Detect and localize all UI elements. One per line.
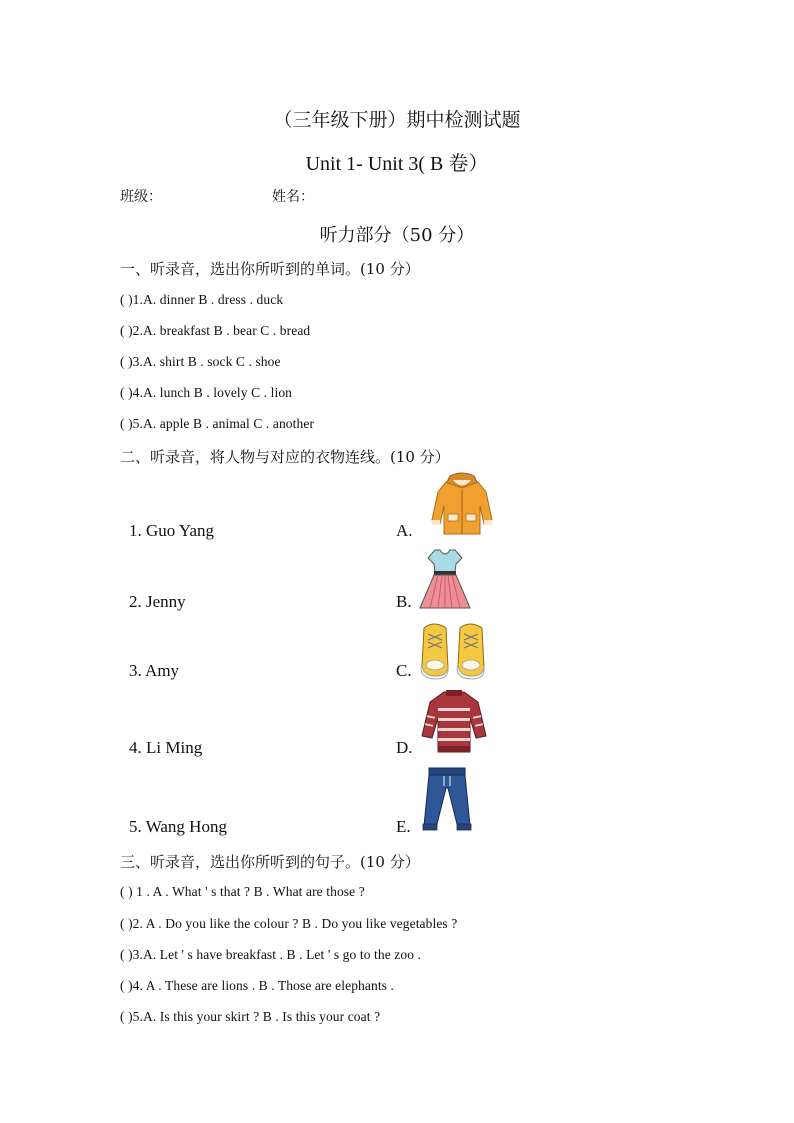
section3-heading: 三、听录音，选出你所听到的句子。(10 分） [120,853,420,871]
striped-sweater-image [420,690,488,754]
section1-heading: 一、听录音，选出你所听到的单词。(10 分） [120,260,420,278]
name-label: 姓名： [272,189,314,205]
yellow-sneakers-image [418,618,488,680]
class-label: 班级： [120,189,162,205]
section1-item: ( )3.A. shirt B . sock C . shoe [120,354,281,369]
listening-heading: 听力部分（50 分） [319,225,475,246]
section3-item: ( )3.A. Let ' s have breakfast . B . Let ' s go to the zoo . [120,947,422,962]
person-label: 4. Li Ming [129,738,203,757]
picture-letter: E. [396,817,411,836]
picture-letter: C. [396,661,412,680]
section3-item: ( ) 1 . A . What ' s that ? B . What are those ? [120,884,365,899]
section1-item: ( )4.A. lunch B . lovely C . lion [120,385,293,400]
section1-item: ( )1.A. dinner B . dress . duck [120,292,284,307]
page-subtitle: Unit 1- Unit 3( B 卷） [305,153,489,175]
picture-letter: B. [396,592,412,611]
blue-pants-image [418,766,476,834]
pink-dress-image [418,548,472,610]
section1-item: ( )5.A. apple B . animal C . another [120,416,315,431]
person-label: 5. Wang Hong [129,817,227,836]
page-title: （三年级下册）期中检测试题 [273,109,521,131]
person-label: 3. Amy [129,661,180,680]
orange-coat-image [428,470,496,538]
section3-item: ( )4. A . These are lions . B . Those are elephants . [120,978,394,993]
section3-item: ( )2. A . Do you like the colour ? B . Do you like vegetables ? [120,916,458,931]
person-label: 2. Jenny [129,592,186,611]
section3-item: ( )5.A. Is this your skirt ? B . Is this your coat ? [120,1009,381,1024]
section1-item: ( )2.A. breakfast B . bear C . bread [120,323,311,338]
section2-heading: 二、听录音，将人物与对应的衣物连线。(10 分） [120,448,450,466]
picture-letter: A. [396,521,413,540]
picture-letter: D. [396,738,413,757]
person-label: 1. Guo Yang [129,521,215,540]
